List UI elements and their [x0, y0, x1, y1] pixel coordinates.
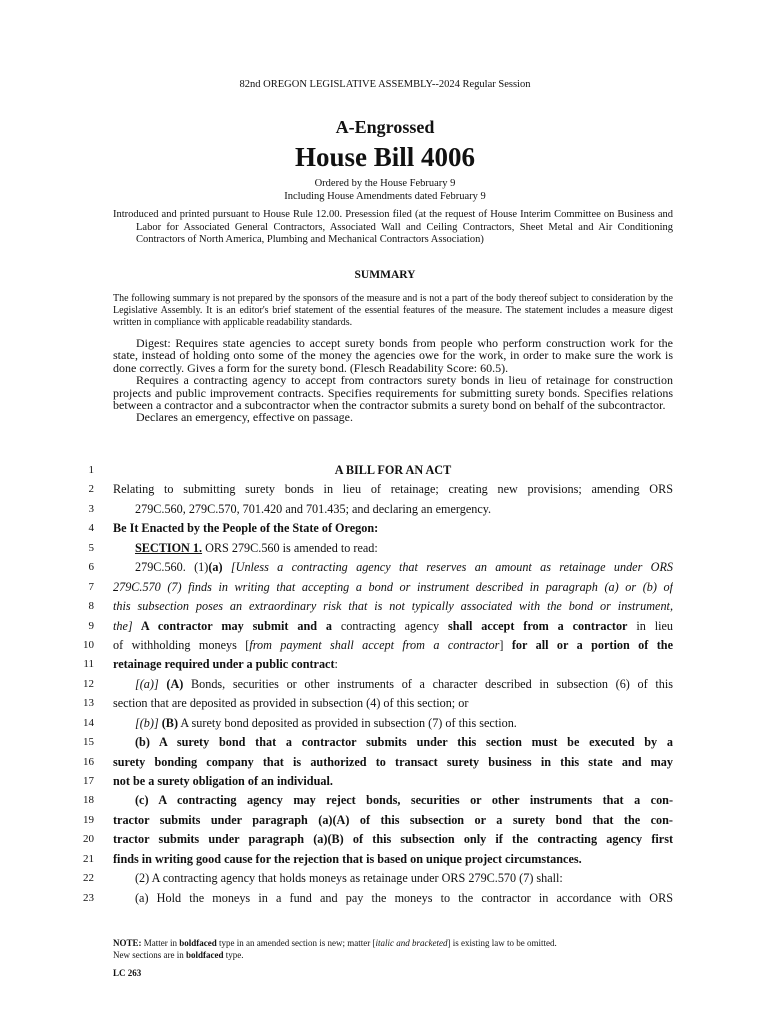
session-header: 82nd OREGON LEGISLATIVE ASSEMBLY--2024 Regular Session: [239, 79, 531, 90]
line-number: 4: [88, 522, 94, 535]
bill-line: [0, 869, 770, 888]
line-number: 3: [88, 502, 94, 515]
text-run: (A): [158, 676, 184, 691]
bill-line: [0, 830, 770, 849]
line-text: (2) A contracting agency that holds moneys as retainage under ORS 279C.570 (7) shall:: [135, 871, 563, 886]
text-run: A surety bond deposited as provided in subsection (7) of this section.: [178, 715, 517, 730]
bill-line: [0, 675, 770, 694]
line-number: 8: [88, 600, 94, 613]
text-run: retainage required under a public contract: [113, 657, 335, 672]
introduction-text: Introduced and printed pursuant to House Rule 12.00. Presession filed (at the request of House Interim Committee on Business and Labor for Associated General Contractors, Associated Wall and Ceiling Contractors, Sheet Metal and Air Conditioning Contractors of North America, Plumbing and Mechanical Contractors Association): [113, 209, 673, 245]
line-text: finds in writing good cause for the rejection that is based on unique project circumstances.: [113, 851, 582, 866]
ordered-line-1: Ordered by the House February 9: [314, 178, 456, 189]
line-text: section that are deposited as provided in subsection (4) of this section; or: [113, 696, 469, 711]
line-text: [135, 539, 673, 558]
footnote-note: [113, 937, 673, 949]
bill-body: [0, 461, 770, 908]
line-text: [113, 636, 673, 655]
text-run: of withholding moneys [: [113, 637, 250, 652]
text-run: shall accept from a contractor: [447, 618, 628, 633]
text-run: boldfaced: [179, 938, 217, 948]
footnote: [113, 937, 673, 961]
text-run: Matter in: [141, 938, 180, 948]
bill-line: [0, 655, 770, 674]
text-run: type in an amended section is new; matter [: [216, 938, 376, 948]
line-number: 6: [88, 561, 94, 574]
line-number: 19: [83, 813, 94, 826]
line-text: this subsection poses an extraordinary risk that is not typically associated with the bond or instrument,: [113, 599, 673, 614]
bill-line: [0, 617, 770, 636]
text-run: (B): [158, 715, 178, 730]
engrossed-label: A-Engrossed: [335, 117, 435, 137]
note-label: NOTE:: [113, 938, 142, 948]
line-number: 13: [83, 697, 94, 710]
line-text: [113, 617, 673, 636]
lc-number: LC 263: [113, 968, 142, 978]
text-run: :: [334, 657, 338, 672]
line-text: Relating to submitting surety bonds in lieu of retainage; creating new provisions; amending ORS: [113, 482, 673, 497]
bill-line: [0, 772, 770, 791]
text-run: 279C.560. (1): [135, 560, 209, 575]
bill-line: [0, 480, 770, 499]
digest-text: Digest: Requires state agencies to accept surety bonds from people who perform construction work for the state, instead of holding onto some of the money the agencies owe for the work, in order to make sure the work is done correctly. Gives a form for the surety bond. (Flesch Readability Score: 60.5).: [113, 336, 673, 375]
text-run: [(a)]: [135, 676, 159, 691]
line-number: 23: [83, 891, 94, 904]
text-run: italic and bracketed: [375, 938, 448, 948]
section-label: SECTION 1.: [135, 540, 203, 555]
digest-details: Requires a contracting agency to accept from contractors surety bonds in lieu of retainage for construction projects and public improvement contracts. Specifies requirements for submitting surety bonds. Specifies relations between a contractor and a subcontractor when the contractor submits a surety bond on behalf of the subcontractor.: [113, 373, 673, 413]
line-number: 9: [88, 619, 94, 632]
summary-disclaimer: [113, 293, 673, 329]
bill-line: [0, 811, 770, 830]
bill-line: [0, 597, 770, 616]
text-run: ]: [499, 637, 512, 652]
line-text: (a) Hold the moneys in a fund and pay the moneys to the contractor in accordance with ORS: [135, 890, 673, 905]
ordered-info: [0, 178, 770, 203]
line-text: [135, 714, 673, 733]
enacting-clause: Be It Enacted by the People of the State of Oregon:: [113, 521, 379, 536]
bill-line: [0, 558, 770, 577]
text-run: [Unless a contracting agency that reserves an amount as retainage under ORS: [222, 560, 673, 575]
line-number: 7: [88, 580, 94, 593]
digest-emergency: Declares an emergency, effective on passage.: [136, 410, 354, 425]
ordered-line-2: Including House Amendments dated February 9: [284, 190, 486, 202]
line-number: 17: [83, 775, 94, 787]
text-run: the]: [113, 618, 133, 633]
line-text: not be a surety obligation of an individual.: [113, 774, 333, 788]
line-number: 22: [83, 872, 94, 885]
text-run: ] is existing law to be omitted.: [447, 938, 557, 948]
line-number: 1: [88, 464, 94, 476]
line-number: 16: [83, 755, 94, 768]
bill-line: [0, 519, 770, 538]
bill-title: House Bill 4006: [294, 142, 476, 172]
text-run: contracting agency: [331, 618, 448, 633]
line-text: (c) A contracting agency may reject bonds, securities or other instruments that a con-: [135, 793, 673, 808]
bill-line: [0, 694, 770, 713]
bill-line: [0, 733, 770, 752]
line-text: surety bonding company that is authorized to transact surety business in this state and may: [113, 754, 673, 769]
bill-line: [0, 500, 770, 519]
bill-line: [0, 714, 770, 733]
text-run: Bonds, securities or other instruments of a character described in subsection (6) of this: [183, 676, 673, 691]
line-number: 20: [83, 833, 94, 846]
summary-heading: SUMMARY: [354, 269, 416, 281]
bill-line: [0, 889, 770, 908]
text-run: boldfaced: [185, 950, 224, 960]
text-run: A contractor may submit and a: [132, 618, 332, 633]
text-run: type.: [223, 950, 244, 960]
text-run: for all or a portion of the: [511, 637, 673, 652]
text-run: New sections are in: [113, 950, 186, 960]
text-run: [(b)]: [135, 715, 159, 730]
bill-line: [0, 539, 770, 558]
text-run: (a): [208, 560, 223, 575]
line-text: 279C.560, 279C.570, 701.420 and 701.435; and declaring an emergency.: [135, 501, 492, 516]
line-number: 5: [88, 541, 94, 554]
text-run: from payment shall accept from a contractor: [249, 637, 500, 652]
bill-line: [0, 578, 770, 597]
line-text: [135, 558, 673, 577]
line-text: [135, 675, 673, 694]
line-number: 14: [83, 716, 94, 729]
line-number: 10: [83, 638, 94, 651]
footnote-new-sections: [113, 949, 673, 961]
line-text: 279C.570 (7) finds in writing that accepting a bond or instrument described in paragraph (a) or (b) of: [113, 579, 673, 594]
bill-line: [0, 850, 770, 869]
bill-line: [0, 753, 770, 772]
line-number: 15: [83, 736, 94, 749]
bill-line: [0, 791, 770, 810]
disclaimer-text: The following summary is not prepared by the sponsors of the measure and is not a part of the body thereof subject to consideration by the Legislative Assembly. It is an editor's brief statement of the essential features of the measure. The statement includes a measure digest written in compliance with applicable readability standards.: [113, 293, 673, 328]
line-text: tractor submits under paragraph (a)(A) of this subsection or a surety bond that the con-: [113, 812, 673, 827]
line-number: 11: [83, 658, 94, 671]
summary-digest: [113, 337, 673, 424]
line-text: (b) A surety bond that a contractor submits under this section must be executed by a: [135, 735, 673, 750]
line-text: tractor submits under paragraph (a)(B) of this subsection only if the contracting agency first: [113, 832, 673, 847]
line-number: 2: [88, 483, 94, 496]
bill-line: [0, 461, 770, 480]
line-number: 21: [83, 852, 94, 865]
text-run: in lieu: [627, 618, 673, 633]
text-run: ORS 279C.560 is amended to read:: [202, 540, 378, 555]
line-number: 12: [83, 677, 94, 690]
line-number: 18: [83, 794, 94, 807]
bill-heading: A BILL FOR AN ACT: [334, 463, 452, 477]
line-text: [113, 655, 673, 674]
bill-line: [0, 636, 770, 655]
introduction-note: [113, 209, 673, 247]
